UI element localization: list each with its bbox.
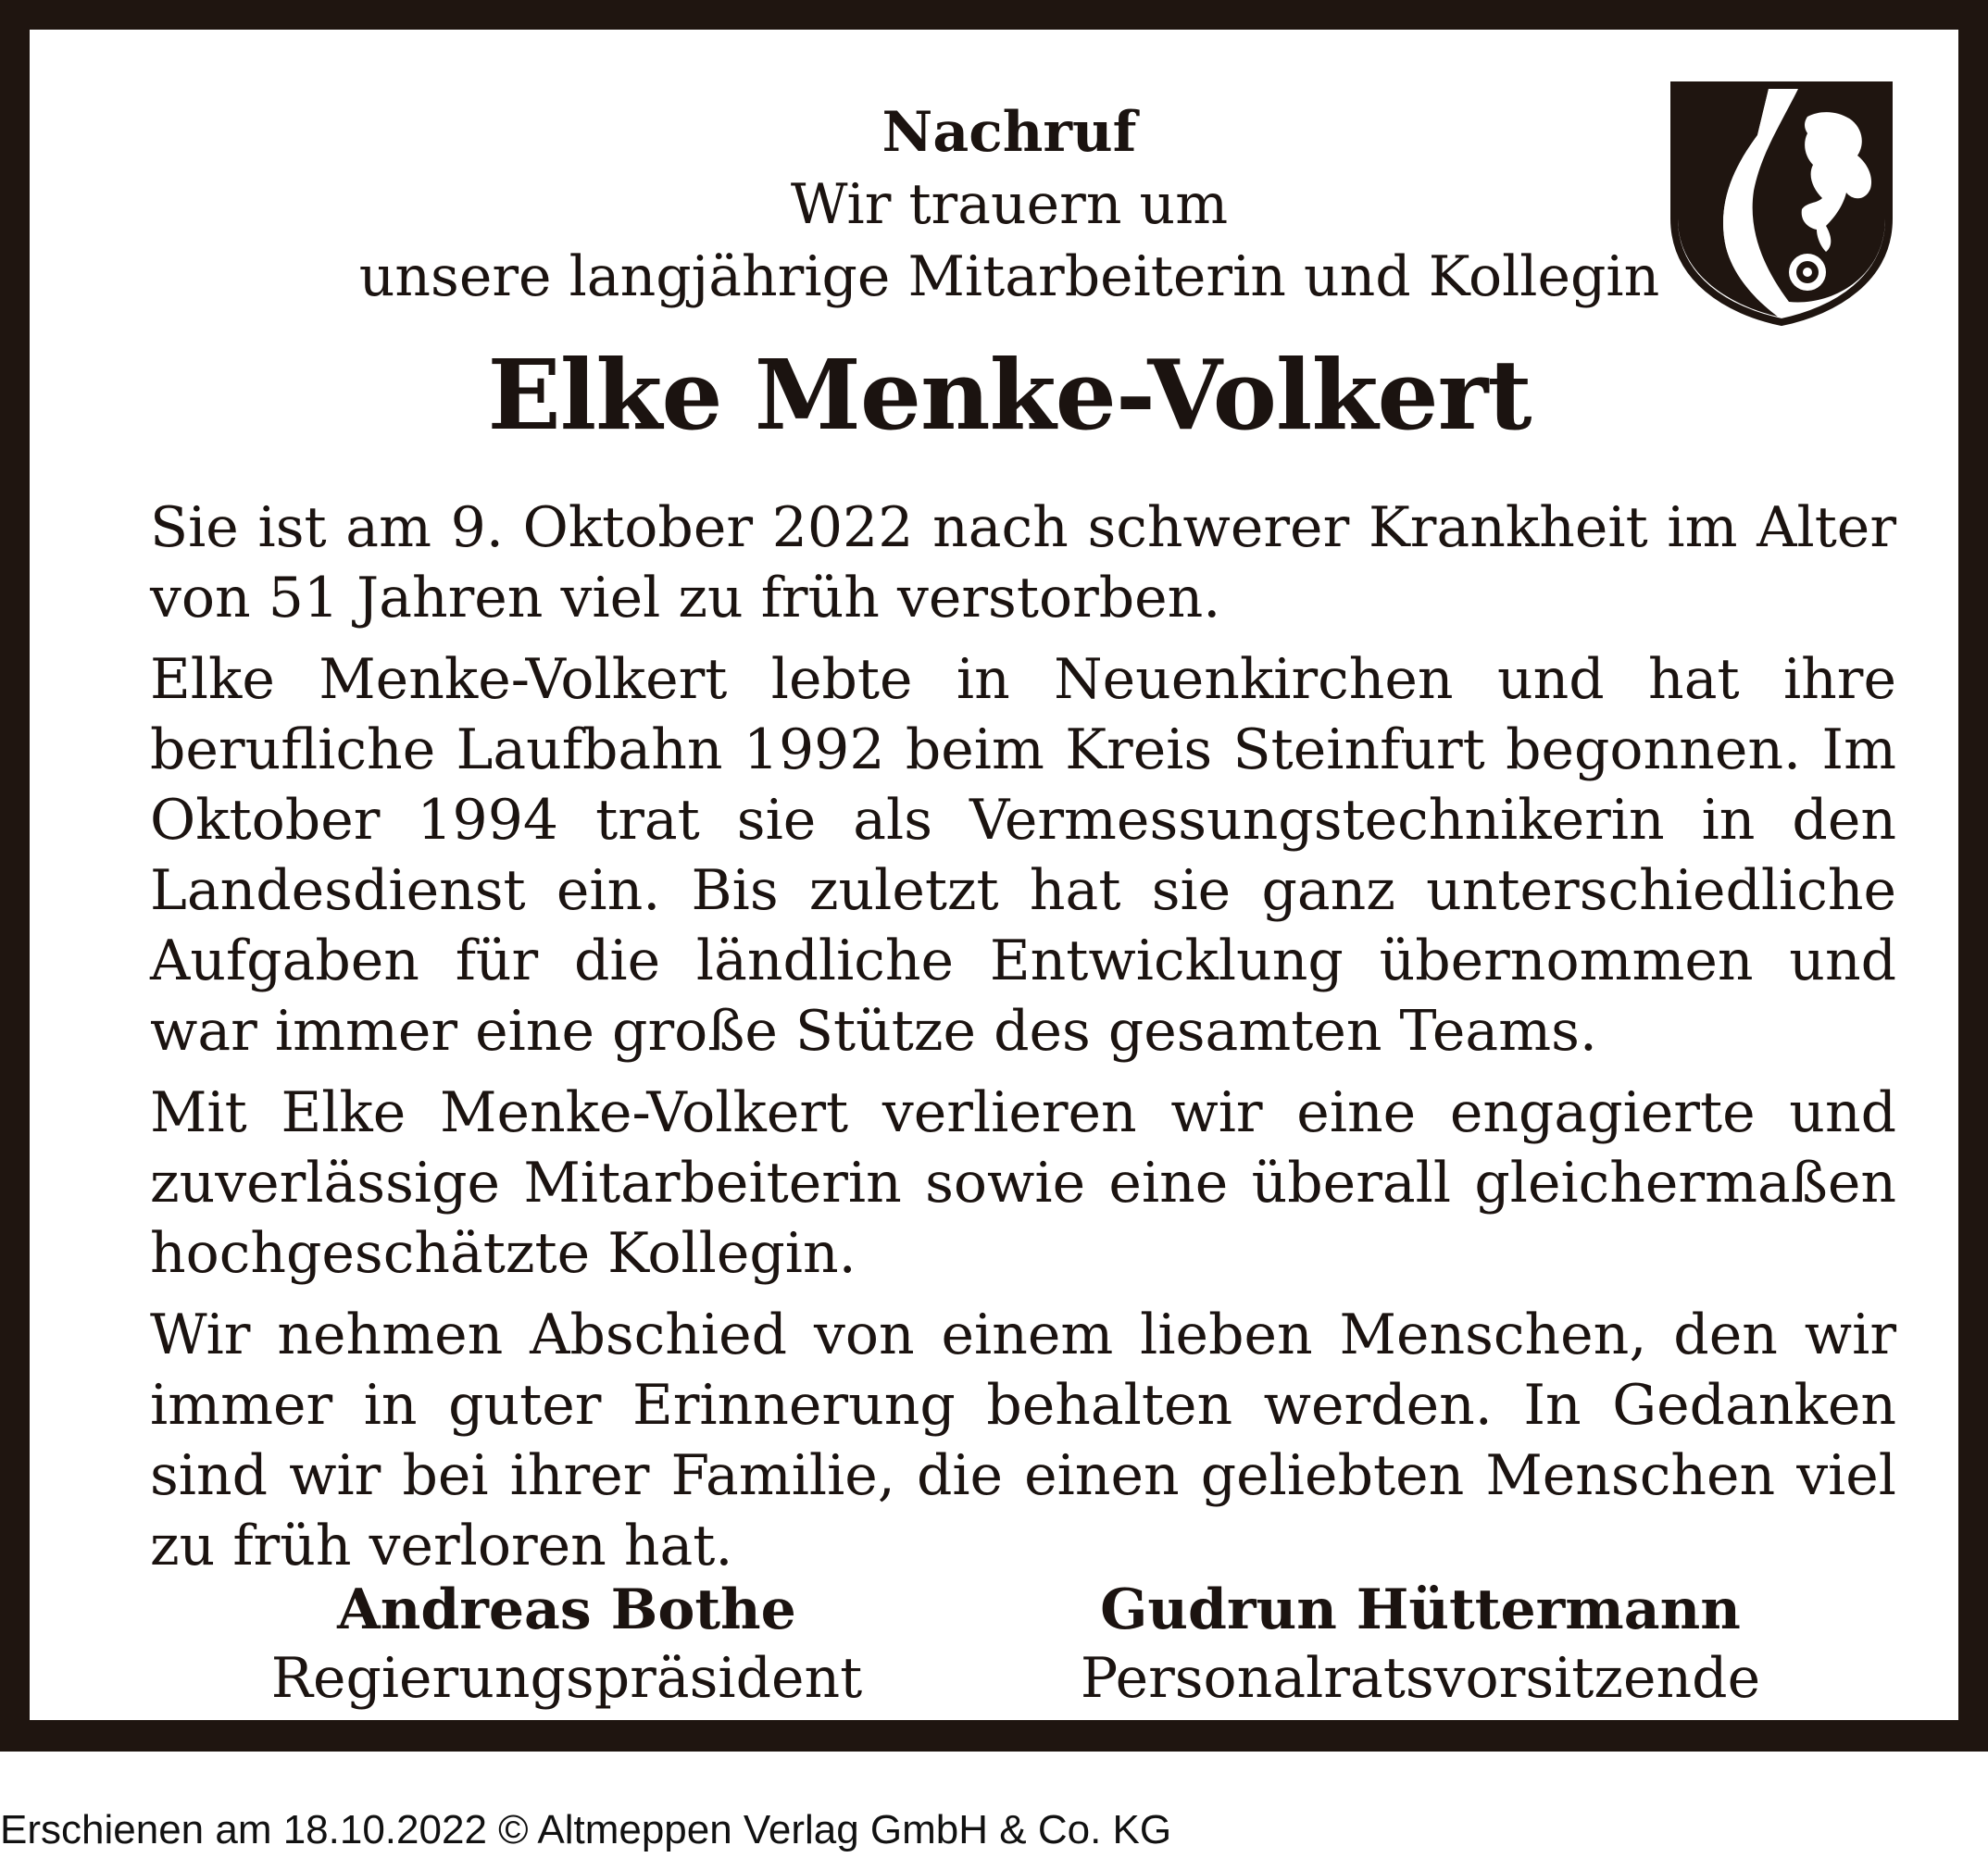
- obituary-caption: Nachruf: [881, 100, 1137, 165]
- coat-of-arms-nrw-icon: [1669, 80, 1894, 326]
- signatory-name: Andreas Bothe: [337, 1577, 796, 1642]
- body-paragraph-4: Wir nehmen Abschied von einem lieben Menschen, den wir immer in guter Erinnerung behalten werden. In Gedanken sind wir bei ihrer Familie, die einen geliebten Menschen viel zu früh verloren hat.: [150, 1303, 1896, 1578]
- header-text-block: [122, 96, 1896, 459]
- publication-footer: Erschienen am 18.10.2022 © Altmeppen Verlag GmbH & Co. KG: [0, 1807, 1172, 1852]
- deceased-name: Elke Menke-Volkert: [487, 338, 1532, 452]
- obituary-header: [122, 74, 1896, 472]
- signatory-role: Personalratsvorsitzende: [1080, 1646, 1761, 1711]
- intro-line-2: unsere langjährige Mitarbeiterin und Kollegin: [358, 244, 1660, 309]
- body-paragraph-3: Mit Elke Menke-Volkert verlieren wir eine engagierte und zuverlässige Mitarbeiterin sowie eine überall gleichermaßen hochgeschätzte Kollegin.: [150, 1080, 1896, 1286]
- obituary-body: [150, 493, 1896, 1592]
- intro-line-1: Wir trauern um: [790, 172, 1229, 237]
- signatory-role: Regierungspräsident: [270, 1646, 863, 1711]
- body-paragraph-1: Sie ist am 9. Oktober 2022 nach schwerer Krankheit im Alter von 51 Jahren viel zu früh verstorben.: [150, 495, 1896, 630]
- signatory-left: [150, 1576, 983, 1713]
- signatory-name: Gudrun Hüttermann: [1100, 1577, 1741, 1642]
- body-paragraph-2: Elke Menke-Volkert lebte in Neuenkirchen und hat ihre berufliche Laufbahn 1992 beim Kreis Steinfurt begonnen. Im Oktober 1994 trat sie als Vermessungstechnikerin in den Landesdienst ein. Bis zuletzt hat sie ganz unterschiedliche Aufgaben für die ländliche Entwicklung übernommen und war immer eine große Stütze des gesamten Teams.: [150, 647, 1896, 1064]
- signatures: [150, 1576, 1896, 1724]
- signatory-right: [1004, 1576, 1837, 1713]
